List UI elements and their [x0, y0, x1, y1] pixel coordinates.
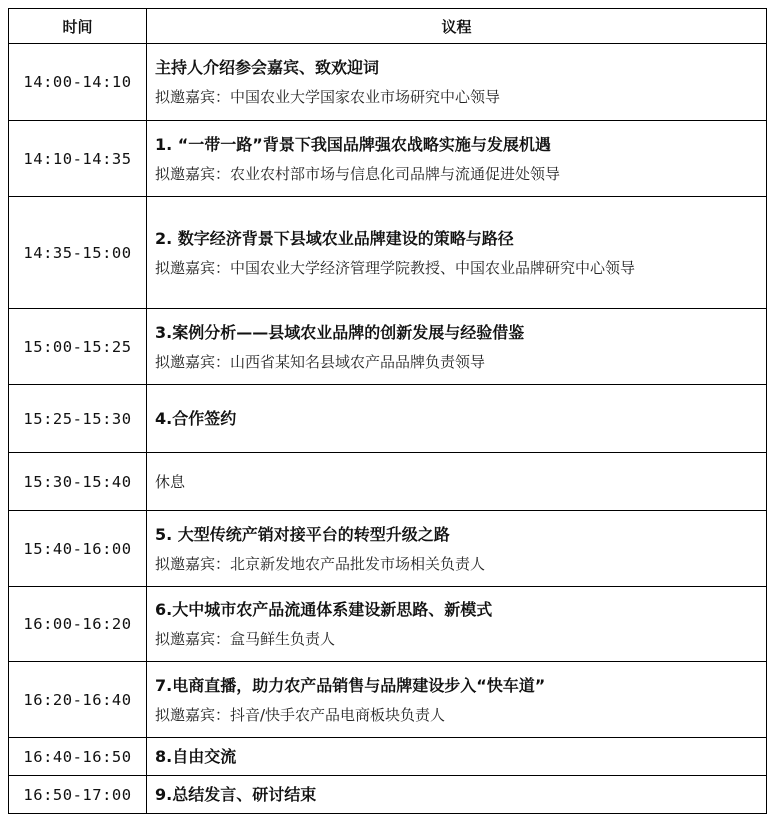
agenda-column-header: 议程 [147, 9, 767, 44]
agenda-break-label: 休息 [155, 472, 186, 491]
agenda-title: 4.合作签约 [155, 408, 237, 428]
table-row [9, 511, 767, 587]
time-cell: 15:00-15:25 [9, 309, 147, 385]
agenda-title: 9.总结发言、研讨结束 [155, 784, 317, 804]
agenda-cell [147, 197, 767, 309]
agenda-title: 8.自由交流 [155, 746, 237, 766]
agenda-cell [147, 121, 767, 197]
agenda-guest: 拟邀嘉宾：北京新发地农产品批发市场相关负责人 [155, 554, 486, 573]
agenda-cell [147, 511, 767, 587]
time-cell: 15:25-15:30 [9, 385, 147, 453]
table-row [9, 453, 767, 511]
agenda-title: 3.案例分析——县域农业品牌的创新发展与经验借鉴 [155, 322, 525, 342]
agenda-title: 1. “一带一路”背景下我国品牌强农战略实施与发展机遇 [155, 134, 551, 154]
agenda-cell [147, 776, 767, 814]
time-cell: 16:50-17:00 [9, 776, 147, 814]
agenda-title: 6.大中城市农产品流通体系建设新思路、新模式 [155, 600, 493, 619]
agenda-guest: 拟邀嘉宾：中国农业大学国家农业市场研究中心领导 [155, 88, 501, 106]
time-cell: 16:00-16:20 [9, 587, 147, 662]
time-column-header: 时间 [9, 9, 147, 44]
agenda-table [8, 8, 767, 814]
table-row [9, 44, 767, 121]
table-row [9, 309, 767, 385]
agenda-cell [147, 662, 767, 738]
agenda-guest: 拟邀嘉宾：盒马鲜生负责人 [155, 630, 336, 648]
table-row [9, 587, 767, 662]
agenda-cell [147, 453, 767, 511]
table-row [9, 738, 767, 776]
time-cell: 16:40-16:50 [9, 738, 147, 776]
time-cell: 14:10-14:35 [9, 121, 147, 197]
agenda-guest: 拟邀嘉宾：山西省某知名县域农产品品牌负责领导 [155, 352, 486, 371]
agenda-cell [147, 309, 767, 385]
agenda-cell [147, 738, 767, 776]
agenda-title: 7.电商直播，助力农产品销售与品牌建设步入“快车道” [155, 675, 546, 695]
time-cell: 15:40-16:00 [9, 511, 147, 587]
agenda-cell [147, 385, 767, 453]
agenda-guest: 拟邀嘉宾：农业农村部市场与信息化司品牌与流通促进处领导 [155, 164, 561, 183]
time-cell: 14:00-14:10 [9, 44, 147, 121]
agenda-cell [147, 44, 767, 121]
agenda-title: 2. 数字经济背景下县域农业品牌建设的策略与路径 [155, 228, 514, 248]
table-row [9, 121, 767, 197]
table-header-row [9, 9, 767, 44]
agenda-title: 主持人介绍参会嘉宾、致欢迎词 [155, 58, 380, 77]
agenda-guest: 拟邀嘉宾：中国农业大学经济管理学院教授、中国农业品牌研究中心领导 [155, 258, 636, 277]
agenda-guest: 拟邀嘉宾：抖音/快手农产品电商板块负责人 [155, 705, 446, 724]
agenda-title: 5. 大型传统产销对接平台的转型升级之路 [155, 524, 450, 544]
time-cell: 16:20-16:40 [9, 662, 147, 738]
time-cell: 14:35-15:00 [9, 197, 147, 309]
time-cell: 15:30-15:40 [9, 453, 147, 511]
agenda-cell [147, 587, 767, 662]
table-row [9, 385, 767, 453]
table-row [9, 197, 767, 309]
table-row [9, 662, 767, 738]
table-row [9, 776, 767, 814]
